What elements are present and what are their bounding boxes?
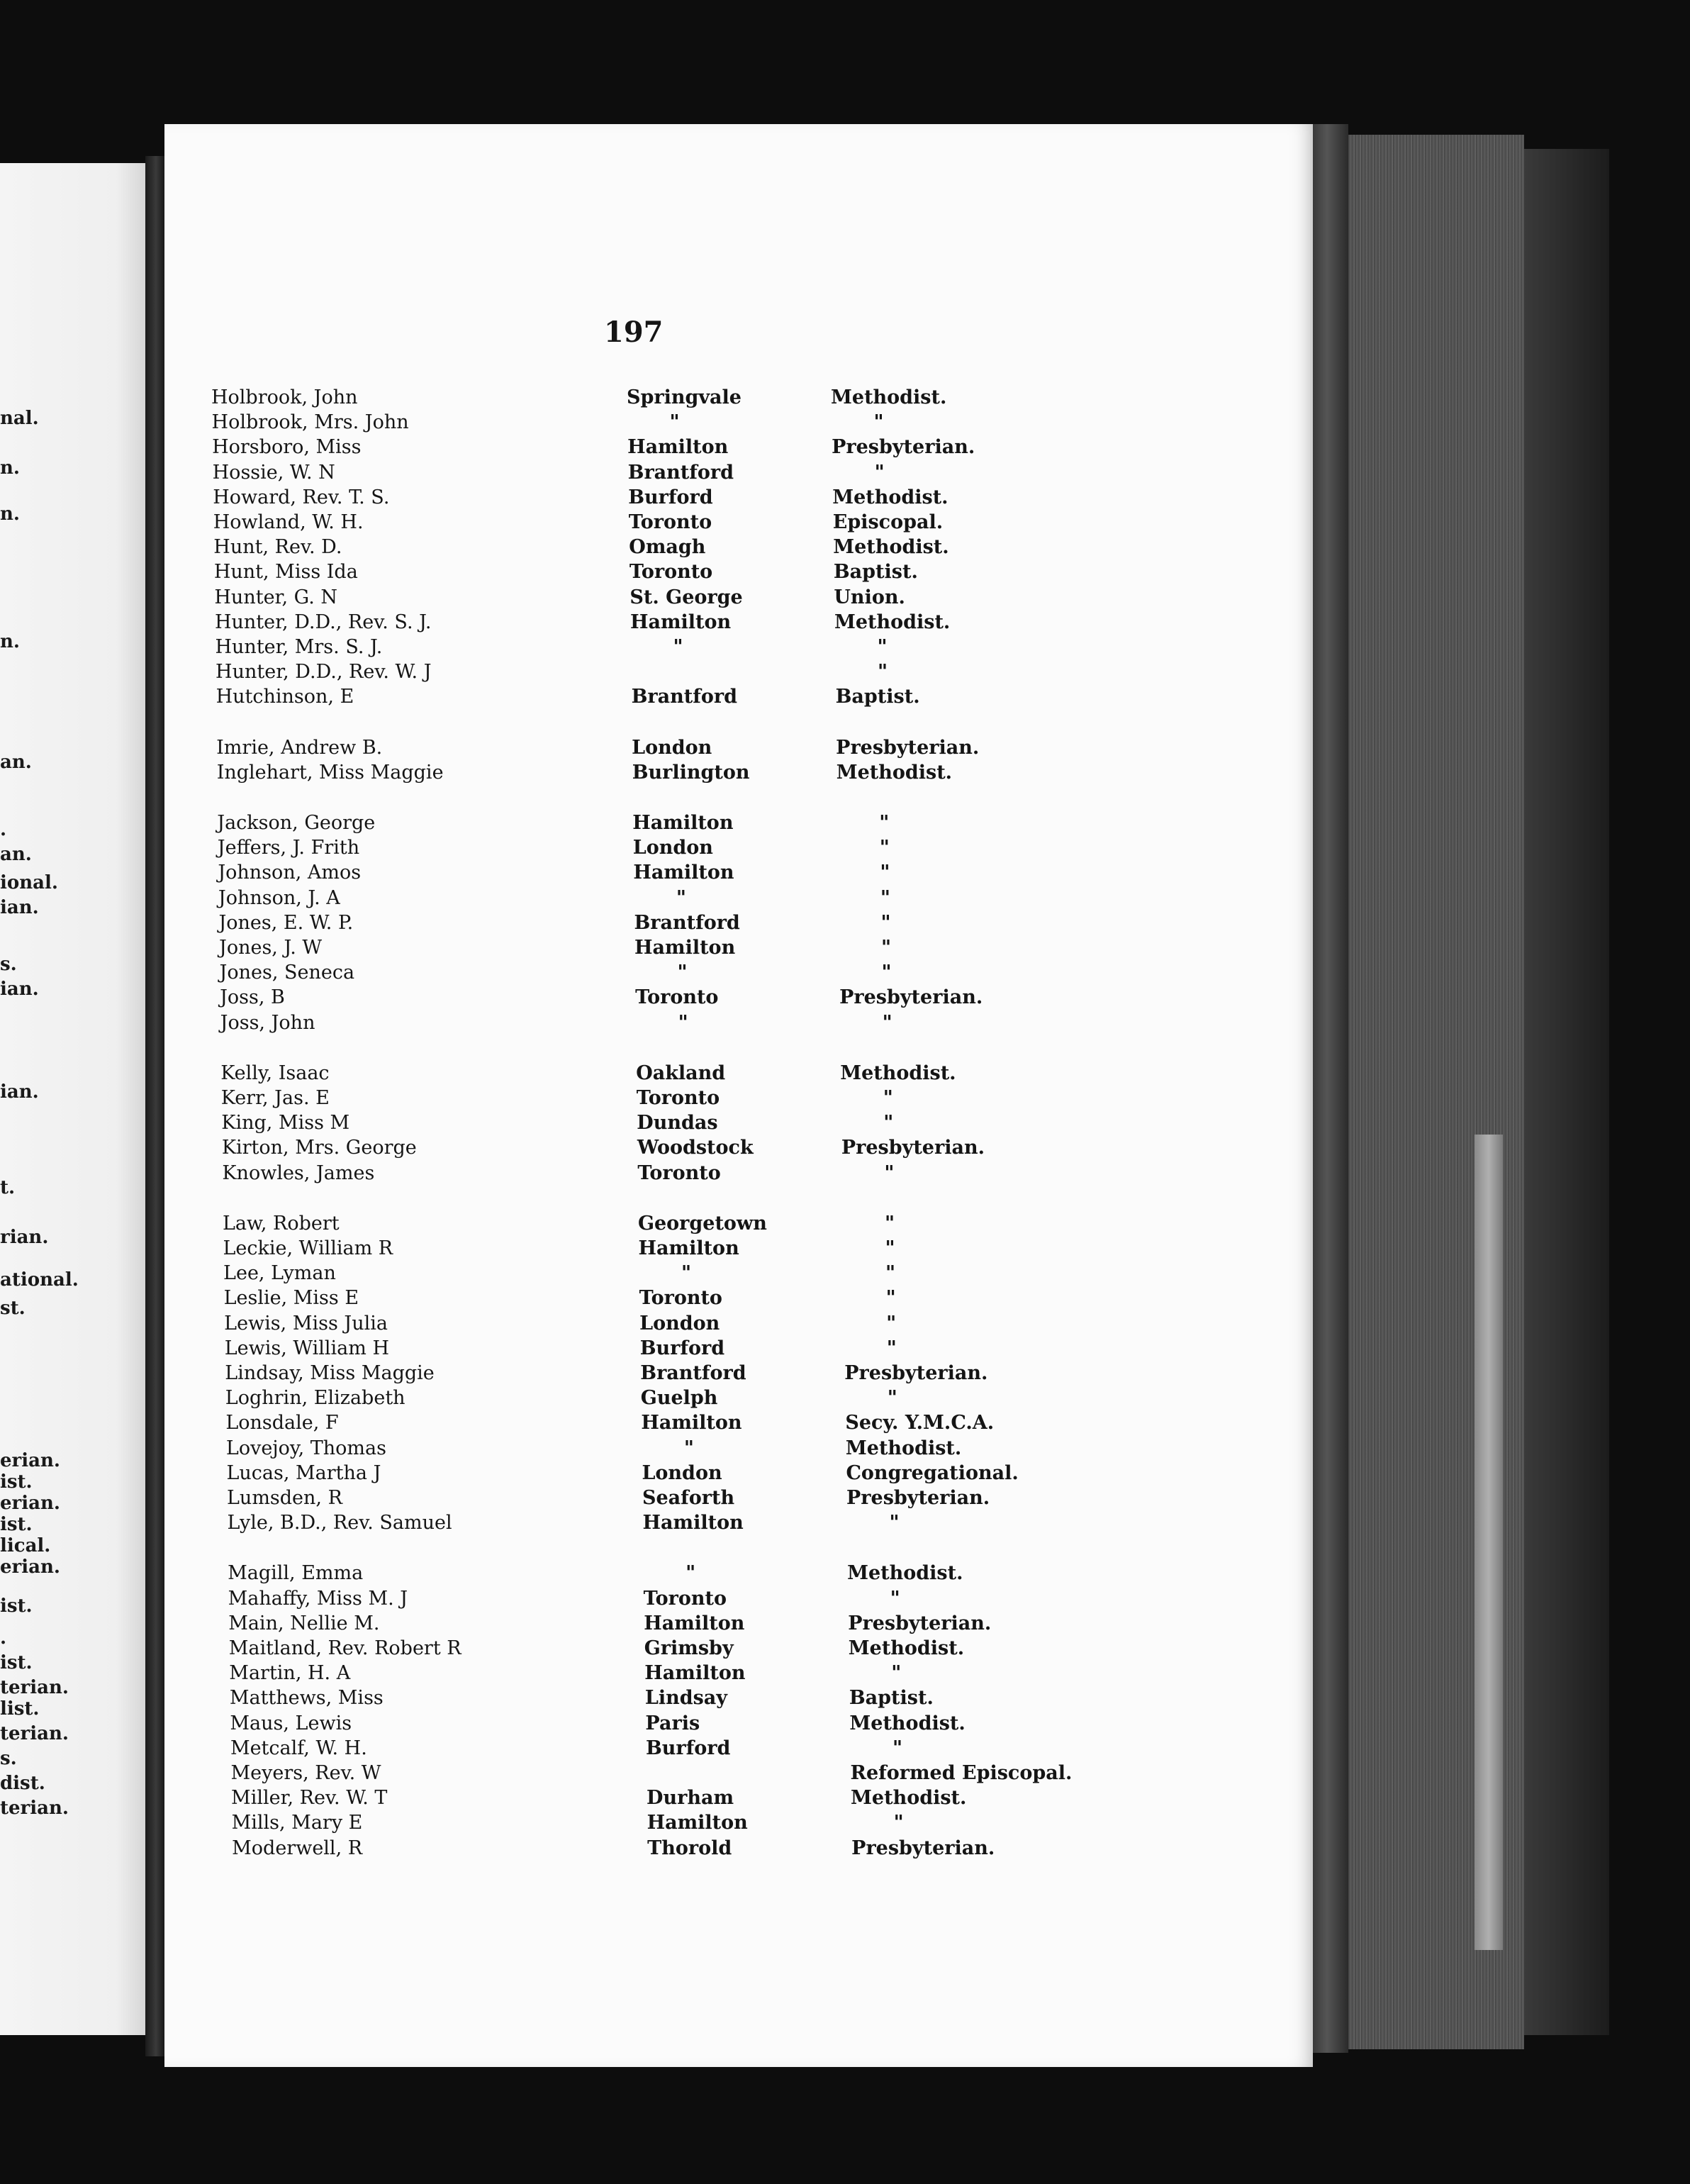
entry-name: Kirton, Mrs. George [221,1137,417,1159]
entry-church: Methodist. [836,761,953,784]
left-page-fragment: s. [0,1748,17,1769]
entry-name: Joss, John [220,1011,315,1034]
entry-place: Seaforth [642,1487,735,1509]
entry-place: Woodstock [637,1137,754,1159]
entry-church: Union. [834,586,905,608]
entry-name: Lindsay, Miss Maggie [225,1362,435,1384]
left-page-fragment: terian. [0,1798,69,1819]
entry-name: Meyers, Rev. W [230,1762,381,1784]
entry-name: Jones, Seneca [219,962,355,984]
entry-church: " [885,1287,896,1310]
entry-name: Hunt, Rev. D. [213,536,342,559]
entry-place: Springvale [627,386,742,408]
left-page-fragment: n. [0,631,20,652]
entry-church: Baptist. [835,686,920,708]
entry-name: King, Miss M [221,1112,350,1135]
entry-name: Lovejoy, Thomas [225,1437,386,1459]
entry-place: St. George [629,586,743,608]
entry-place: Toronto [639,1287,722,1310]
entry-name: Maus, Lewis [230,1712,352,1734]
entry-name: Jones, E. W. P. [218,911,354,934]
left-page-fragment: rian. [0,1227,49,1248]
entry-name: Lee, Lyman [223,1262,336,1285]
directory-page [164,124,1313,2067]
left-page-fragment: . [0,1627,7,1649]
entry-name: Lonsdale, F [225,1412,339,1434]
entry-place: " [678,1011,688,1034]
entry-name: Howland, W. H. [213,511,364,533]
entry-place: Hamilton [644,1662,746,1685]
entry-place: " [676,886,686,909]
entry-name: Jackson, George [217,812,376,834]
entry-church: Methodist. [845,1437,962,1459]
entry-place: " [681,1262,692,1285]
entry-church: " [893,1812,904,1834]
left-page-fragment: an. [0,844,32,865]
entry-church: Methodist. [833,536,949,559]
entry-name: Loghrin, Elizabeth [225,1387,405,1410]
entry-name: Lucas, Martha J [226,1461,381,1484]
entry-church: Presbyterian. [839,986,983,1009]
entry-name: Imrie, Andrew B. [216,736,383,759]
entry-name: Joss, B [220,986,285,1009]
entry-church: Presbyterian. [851,1837,995,1859]
entry-church: " [884,1212,895,1235]
entry-name: Inglehart, Miss Maggie [216,761,444,784]
entry-place: Hamilton [632,812,734,834]
entry-place: Lindsay [644,1687,727,1710]
entry-church: " [886,1337,897,1359]
entry-name: Mahaffy, Miss M. J [228,1587,408,1610]
entry-place: Guelph [640,1387,718,1410]
entry-place: " [677,962,688,984]
entry-name: Magill, Emma [228,1562,364,1585]
entry-name: Holbrook, Mrs. John [211,411,409,434]
entry-place: Hamilton [644,1612,745,1634]
left-page-fragment: n. [0,457,20,479]
left-page-fragment: n. [0,503,20,525]
entry-name: Mills, Mary E [231,1812,363,1834]
left-page-fragment: ian. [0,897,39,918]
left-page-fragment: s. [0,954,17,975]
entry-name: Main, Nellie M. [228,1612,380,1634]
entry-name: Metcalf, W. H. [230,1737,367,1759]
entry-church: Methodist. [832,486,948,508]
entry-place: Durham [647,1787,734,1810]
left-page-fragment: ional. [0,872,58,893]
entry-name: Matthews, Miss [229,1687,384,1710]
entry-name: Johnson, Amos [218,862,362,884]
entry-church: Presbyterian. [848,1612,992,1634]
entry-church: " [885,1262,896,1285]
left-page-fragment: dist. [0,1773,45,1794]
left-page-fragment: list. [0,1698,40,1720]
left-page-fragment: nal. [0,408,39,429]
entry-church: Presbyterian. [846,1487,990,1509]
entry-church: Methodist. [834,611,951,633]
entry-place: Hamilton [642,1512,744,1534]
entry-name: Hutchinson, E [216,686,354,708]
entry-place: " [669,411,680,434]
entry-place: Dundas [637,1112,718,1135]
left-page-fragment: ist. [0,1514,33,1535]
entry-name: Miller, Rev. W. T [231,1787,388,1810]
entry-name: Horsboro, Miss [212,436,362,459]
entry-church: Baptist. [849,1687,934,1710]
entry-church: " [889,1512,900,1534]
entry-name: Lewis, William H [224,1337,390,1359]
entry-church: Presbyterian. [844,1362,988,1384]
entry-name: Leckie, William R [223,1237,393,1259]
entry-name: Johnson, J. A [218,886,340,909]
entry-name: Knowles, James [222,1161,375,1184]
left-page-fragment: erian. [0,1556,60,1578]
entry-church: " [883,1087,893,1109]
book-gutter [145,156,167,2056]
entry-place: London [632,736,712,759]
entry-place: Burford [639,1337,725,1359]
entry-church: Secy. Y.M.C.A. [845,1412,995,1434]
entry-place: Brantford [634,911,740,934]
left-page-fragment: erian. [0,1450,60,1471]
entry-church: Baptist. [833,561,918,584]
left-page-fragment: . [0,819,7,840]
entry-place: " [673,636,683,658]
entry-church: Presbyterian. [841,1137,985,1159]
entry-place: Burford [628,486,713,508]
entry-name: Kerr, Jas. E [220,1087,330,1109]
entry-church: " [881,962,892,984]
entry-name: Hunter, G. N [214,586,338,608]
entry-church: " [879,812,890,834]
entry-name: Hunt, Miss Ida [213,561,358,584]
entry-place: Brantford [640,1362,746,1384]
left-page-fragment: erian. [0,1493,60,1514]
entry-name: Lumsden, R [227,1487,342,1509]
left-page-fragment: ian. [0,979,39,1000]
entry-name: Holbrook, John [211,386,358,408]
book-cover-edge [1524,149,1609,2035]
entry-name: Jeffers, J. Frith [217,837,360,859]
left-page-fragment: an. [0,752,32,773]
entry-church: " [887,1387,897,1410]
left-page-fragment: st. [0,1298,26,1319]
entry-place: Burford [645,1737,731,1759]
left-page-fragment: ational. [0,1269,79,1291]
entry-church: " [885,1237,895,1259]
entry-place: Toronto [635,986,719,1009]
entry-church: " [880,911,891,934]
entry-place: Hamilton [641,1412,742,1434]
entry-place: " [683,1437,694,1459]
entry-name: Hunter, D.D., Rev. W. J [216,661,432,684]
entry-name: Lewis, Miss Julia [224,1312,388,1335]
page-edge-shadow [1313,124,1348,2053]
entry-name: Law, Robert [222,1212,340,1235]
left-facing-page [0,163,145,2035]
entry-church: " [880,862,890,884]
entry-place: Hamilton [638,1237,739,1259]
entry-church: " [886,1312,897,1335]
entry-church: " [880,886,890,909]
entry-church: " [882,1011,892,1034]
entry-place: Brantford [631,686,737,708]
entry-church: " [883,1112,894,1135]
entry-place: London [642,1461,722,1484]
entry-name: Hossie, W. N [212,461,335,484]
entry-name: Jones, J. W [219,937,323,959]
entry-name: Hunter, Mrs. S. J. [215,636,383,658]
entry-church: Methodist. [849,1712,966,1734]
entry-church: Presbyterian. [836,736,980,759]
entry-place: Burlington [632,761,750,784]
entry-place: Paris [645,1712,700,1734]
entry-place: Omagh [629,536,706,559]
entry-church: Congregational. [846,1461,1019,1484]
entry-church: " [879,837,890,859]
entry-name: Martin, H. A [229,1662,351,1685]
left-page-fragment: ist. [0,1471,33,1493]
entry-place: Toronto [628,511,712,533]
entry-church: Methodist. [851,1787,967,1810]
entry-church: " [884,1161,895,1184]
left-page-fragment: t. [0,1177,16,1198]
entry-church: Methodist. [831,386,947,408]
entry-place: Toronto [636,1087,720,1109]
entry-place: London [632,837,713,859]
entry-place: Grimsby [644,1637,734,1659]
entry-church: " [873,411,884,434]
entry-place: Thorold [647,1837,732,1859]
entry-name: Howard, Rev. T. S. [213,486,390,508]
left-page-fragment: terian. [0,1723,69,1744]
entry-name: Maitland, Rev. Robert R [228,1637,461,1659]
entry-name: Lyle, B.D., Rev. Samuel [227,1512,452,1534]
entry-church: Presbyterian. [832,436,975,459]
entry-church: " [892,1737,903,1759]
entry-church: Methodist. [840,1062,956,1084]
entry-church: " [877,636,888,658]
page-number: 197 [604,316,664,349]
entry-place: Oakland [636,1062,726,1084]
entry-church: " [891,1662,902,1685]
entry-name: Hunter, D.D., Rev. S. J. [214,611,432,633]
entry-church: " [874,461,885,484]
left-page-fragment: ist. [0,1652,33,1673]
left-page-fragment: lical. [0,1535,51,1556]
entry-church: " [881,937,892,959]
entry-place: " [685,1562,696,1585]
entry-place: Brantford [627,461,734,484]
entry-place: Hamilton [627,436,729,459]
left-page-fragment: ist. [0,1595,33,1617]
entry-place: Georgetown [637,1212,767,1235]
entry-place: Hamilton [629,611,732,633]
entry-place: Hamilton [634,937,736,959]
entry-place: London [639,1312,720,1335]
entry-place: Hamilton [633,862,734,884]
book-spine-highlight [1474,1135,1503,1950]
entry-church: " [878,661,888,684]
entry-church: Reformed Episcopal. [850,1762,1073,1784]
entry-place: Toronto [643,1587,727,1610]
entry-church: " [890,1587,900,1610]
entry-church: Methodist. [848,1637,965,1659]
entry-place: Toronto [629,561,713,584]
entry-name: Moderwell, R [232,1837,363,1859]
left-page-fragment: terian. [0,1677,69,1698]
left-page-fragment: ian. [0,1081,39,1103]
entry-church: Methodist. [847,1562,963,1585]
entry-place: Toronto [637,1161,721,1184]
entry-place: Hamilton [647,1812,748,1834]
entry-name: Leslie, Miss E [223,1287,359,1310]
entry-name: Kelly, Isaac [220,1062,330,1084]
entry-church: Episcopal. [832,511,944,533]
